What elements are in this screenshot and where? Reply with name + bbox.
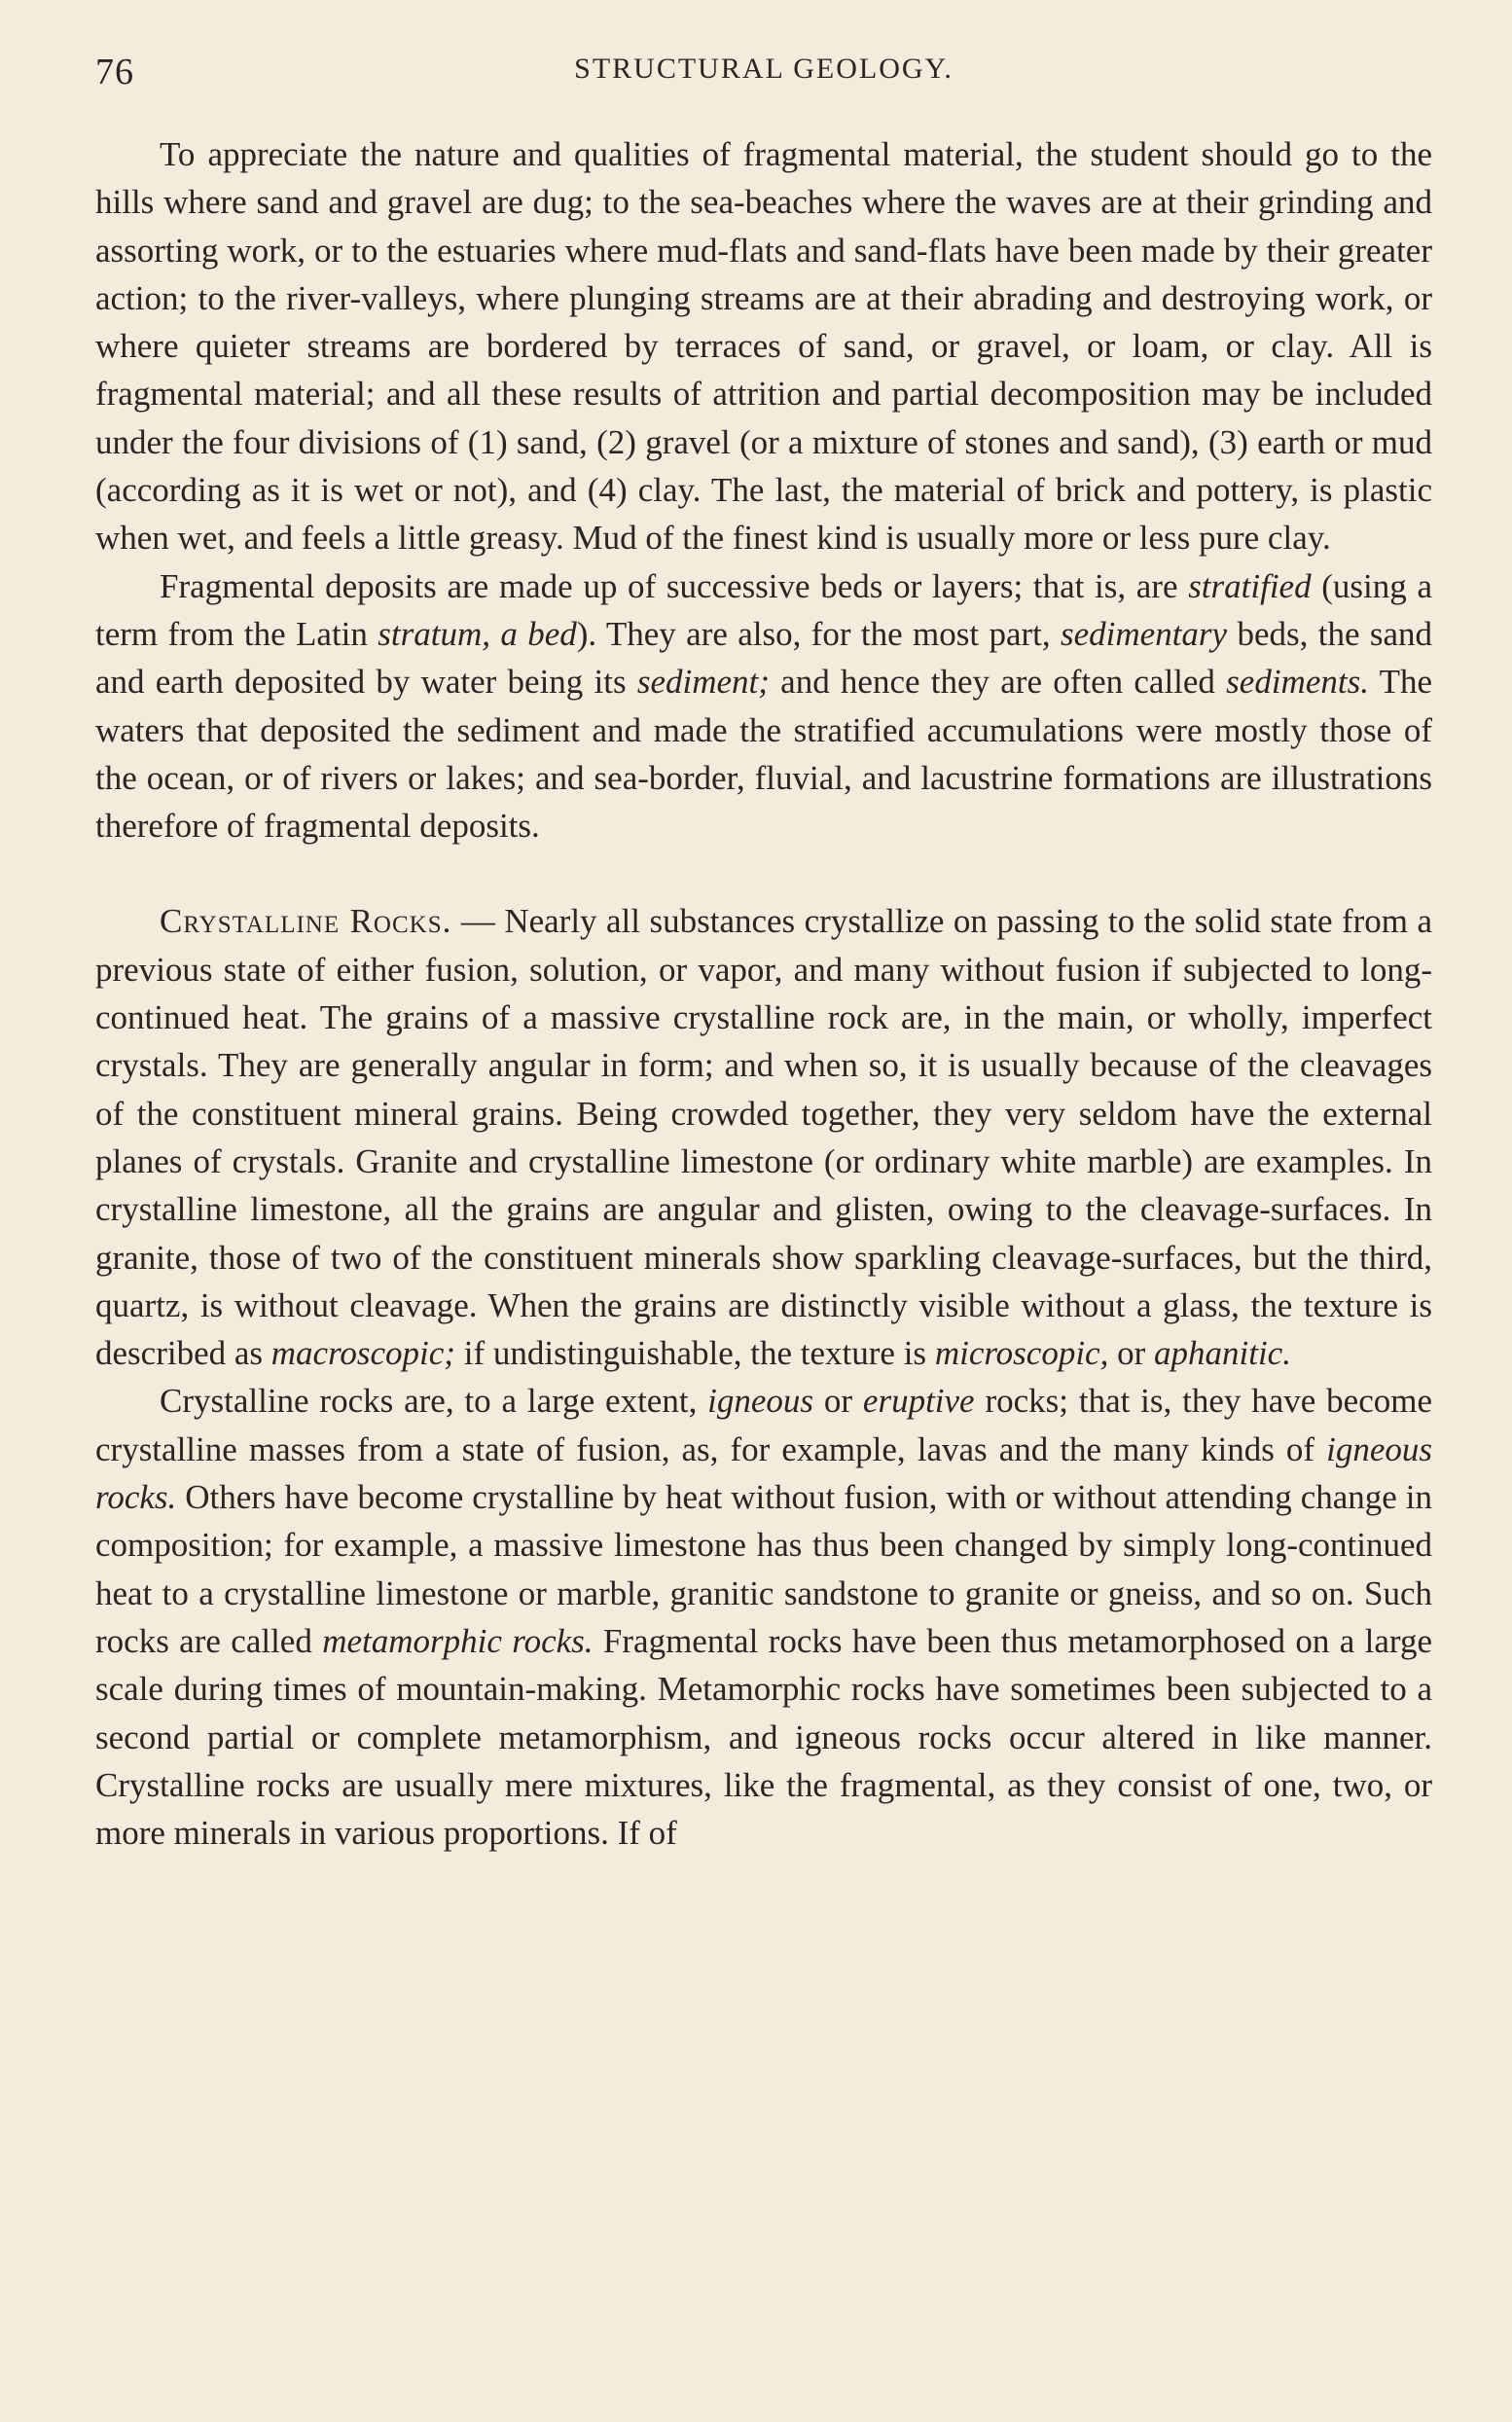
text-run: (using a term from the Latin [95,566,1432,653]
text-run: ). They are also, for the most part, [576,614,1062,653]
text-run: Fragmental deposits are made up of successive beds or layers; that is, are [160,566,1189,605]
italic-term: sediments. [1226,663,1369,702]
text-run: Crystalline rocks are, to a large extent, [160,1382,708,1421]
italic-term: metamorphic rocks. [322,1621,594,1660]
text-run: The waters that deposited the sediment and made the stratified accumulations were mostly those of the ocean, or of rivers or lakes; and sea-border, fluvial, and lacustrine formations are illustrations therefore of fragmental deposits. [95,663,1432,846]
page-header [95,39,1432,97]
italic-term: eruptive [862,1382,975,1421]
paragraph-crystalline-rocks [95,897,1432,1377]
italic-term: sedimentary [1061,614,1228,653]
running-title: STRUCTURAL GEOLOGY. [574,53,954,85]
em-dash: — [451,902,505,941]
italic-term: microscopic, [934,1334,1109,1373]
text-run: Nearly all substances crystallize on passing to the solid state from a previous state of either fusion, solution, or vapor, and many without fusion if subjected to long-continued heat. The grains of a massive crystalline rock are, in the main, or wholly, imperfect crystals. They are generally angular in form; and when so, it is usually because of the cleavages of the constituent mineral grains. Being crowded together, they very seldom have the external planes of crystals. Granite and crystalline limestone (or ordinary white marble) are examples. In crystalline limestone, all the grains are angular and glisten, owing to the cleavage-surfaces. In granite, those of two of the constituent minerals show sparkling cleavage-surfaces, but the third, quartz, is without cleavage. When the grains are distinctly visible without a glass, the texture is described as [95,902,1433,1373]
paragraph-fragmental-material [95,130,1432,562]
italic-term: stratified [1188,566,1312,605]
paragraph-fragmental-deposits [95,562,1432,850]
italic-term: igneous rocks. [95,1429,1432,1517]
page-number: 76 [95,52,134,92]
text-run: rocks; that is, they have become crystalline masses from a state of fusion, as, for example, lavas and the many kinds of [95,1382,1432,1468]
text-run: beds, the sand and earth deposited by water being its [95,614,1433,702]
italic-term: aphanitic. [1154,1334,1291,1373]
italic-term: igneous [707,1382,814,1421]
text-run: or [813,1382,863,1421]
italic-term: stratum, a bed [378,614,577,653]
text-run: Others have become crystalline by heat without fusion, with or without attending change in composition; for example, a massive limestone has thus been changed by simply long-continued heat to a crystalline limestone or marble, granitic sandstone to granite or gneiss, and so on. Such rocks are called [95,1478,1432,1660]
text-run: and hence they are often called [769,663,1227,702]
italic-term: macroscopic; [270,1334,455,1373]
section-spacer [95,850,1432,897]
text-run: if undistinguishable, the texture is [454,1334,935,1373]
section-heading: Crystalline Rocks. [160,902,452,941]
italic-term: sediment; [636,663,770,702]
text-run: or [1108,1334,1154,1373]
body-text [95,130,1432,1857]
paragraph-igneous-metamorphic [95,1377,1432,1857]
text-run: Fragmental rocks have been thus metamorphosed on a large scale during times of mountain-making. Metamorphic rocks have sometimes been subjected to a second partial or complete metamorphism, and igneous rocks occur altered in like manner. Crystalline rocks are usually mere mixtures, like the fragmental, as they consist of one, two, or more minerals in various proportions. If of [95,1621,1432,1853]
paragraph-text: To appreciate the nature and qualities of fragmental material, the student should go to the hills where sand and gravel are dug; to the sea-beaches where the waves are at their grinding and assorting work, or to the estuaries where mud-flats and sand-flats have been made by their greater action; to the river-valleys, where plunging streams are at their abrading and destroying work, or where quieter streams are bordered by terraces of sand, or gravel, or loam, or clay. All is fragmental material; and all these results of attrition and partial decomposition may be included under the four divisions of (1) sand, (2) gravel (or a mixture of stones and sand), (3) earth or mud (according as it is wet or not), and (4) clay. The last, the material of brick and pottery, is plastic when wet, and feels a little greasy. Mud of the finest kind is usually more or less pure clay. [95,135,1432,558]
